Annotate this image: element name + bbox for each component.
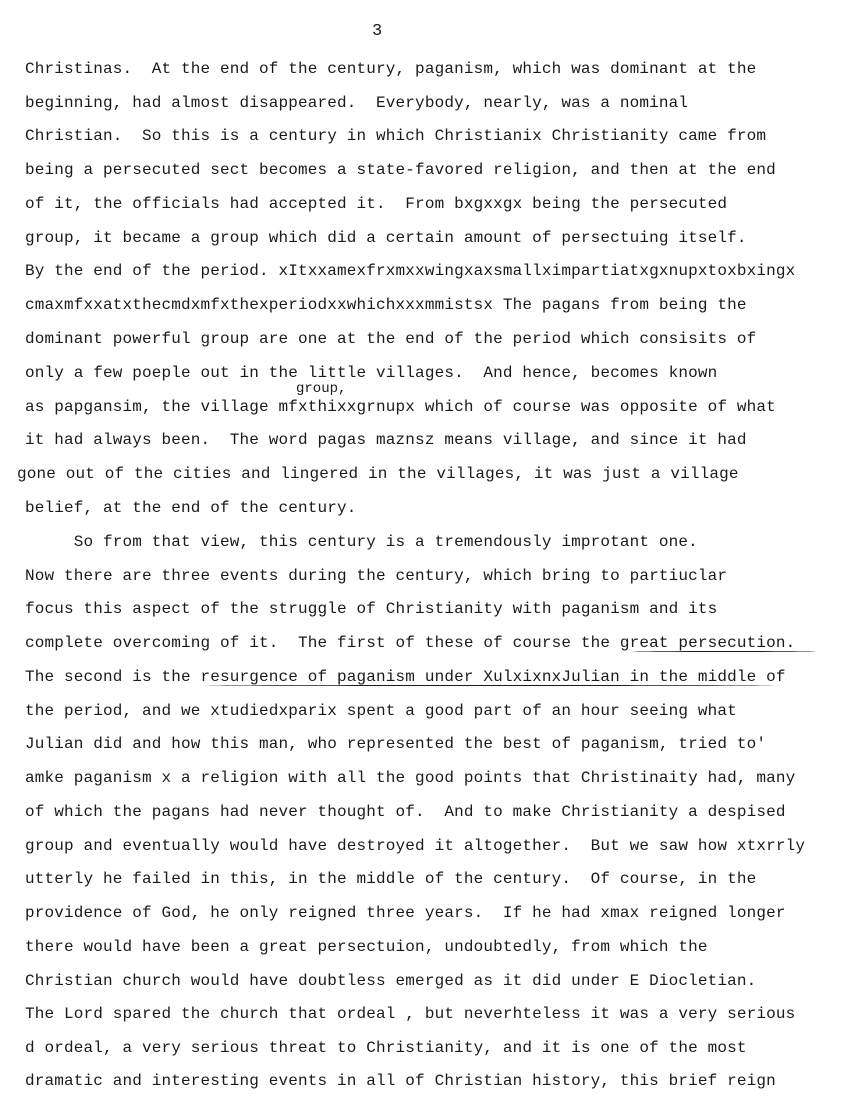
text-line: it had always been. The word pagas maznsz means village, and since it had [25,431,747,449]
text-line: Now there are three events during the century, which bring to partiuclar [25,567,728,585]
text-line: of it, the officials had accepted it. From bxgxxgx being the persecuted [25,195,728,213]
text-line: dominant powerful group are one at the end of the period which consisits of [25,330,757,348]
text-line: Christian church would have doubtless emerged as it did under E Diocletian. [25,972,757,990]
text-line: there would have been a great persectuion, undoubtedly, from which the [25,938,708,956]
handwritten-underline [205,685,775,686]
text-line: The Lord spared the church that ordeal , but neverhteless it was a very serious [25,1005,796,1023]
text-line: cmaxmfxxatxthecmdxmfxthexperiodxxwhichxxxmmistsx The pagans from being the [25,296,747,314]
text-line: the period, and we xtudiedxparix spent a good part of an hour seeing what [25,702,737,720]
text-line: So from that view, this century is a tremendously improtant one. [25,533,698,551]
text-line: utterly he failed in this, in the middle of the century. Of course, in the [25,870,757,888]
handwritten-underline [632,651,816,652]
text-line: being a persecuted sect becomes a state-favored religion, and then at the end [25,161,776,179]
text-line: Christinas. At the end of the century, paganism, which was dominant at the [25,60,757,78]
text-line: gone out of the cities and lingered in the villages, it was just a village [17,465,739,483]
text-line: d ordeal, a very serious threat to Christianity, and it is one of the most [25,1039,747,1057]
text-line: beginning, had almost disappeared. Everybody, nearly, was a nominal [25,94,689,112]
page-number: 3 [372,22,383,41]
text-line: as papgansim, the village mfxthixxgrnupx which of course was opposite of what [25,398,776,416]
text-line: dramatic and interesting events in all of Christian history, this brief reign [25,1072,776,1090]
text-line: only a few poeple out in the little villages. And hence, becomes known [25,364,718,382]
text-line: focus this aspect of the struggle of Christianity with paganism and its [25,600,718,618]
interlinear-insertion: group, [296,381,347,397]
text-line: The second is the resurgence of paganism under XulxixnxJulian in the middle of [25,668,786,686]
text-line: group, it became a group which did a certain amount of persectuing itself. [25,229,747,247]
text-line: amke paganism x a religion with all the good points that Christinaity had, many [25,769,796,787]
text-line: group and eventually would have destroyed it altogether. But we saw how xtxrrly [25,837,806,855]
text-line: complete overcoming of it. The first of these of course the great persecution. [25,634,796,652]
text-line: providence of God, he only reigned three years. If he had xmax reigned longer [25,904,786,922]
text-line: Christian. So this is a century in which Christianix Christianity came from [25,127,767,145]
text-line: of which the pagans had never thought of. And to make Christianity a despised [25,803,786,821]
text-line: belief, at the end of the century. [25,499,357,517]
text-line: Julian did and how this man, who represented the best of paganism, tried to' [25,735,767,753]
text-line: By the end of the period. xItxxamexfrxmxxwingxaxsmallximpartiatxgxnupxtoxbxingx [25,262,796,280]
